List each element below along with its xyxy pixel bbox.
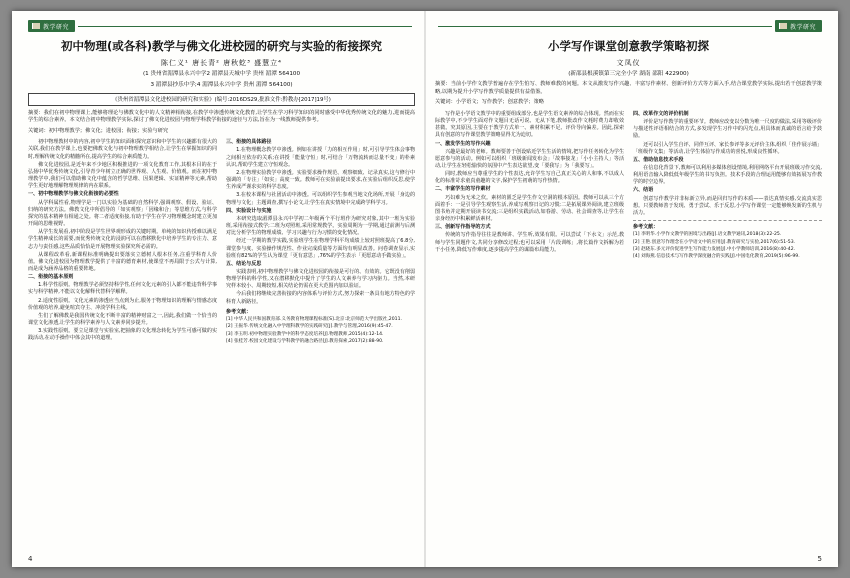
left-section-heading: 二、衔接的基本原则 — [28, 274, 74, 281]
left-affiliation-2: 3 湄潭县抄乐中学;4 湄潭县永兴中学 贵州 湄潭 564100) — [150, 82, 293, 89]
right-section-heading: 五、借助信息技术手段 — [633, 156, 684, 163]
right-para: 写作是小学语文教学中的重要组成部分,也是学生语文素养的综合体现。然而在实际教学中,不少学生面对作文题目无话可说、无从下笔,教师批改作文耗时费力却收效甚微。究其原因,主要在于教学方式单一、素材积累不足、评价导向偏差。因此,探索具有创意的写作课堂教学策略显得尤为迫切。 — [435, 110, 624, 139]
right-section-heading: 一、激发学生的写作兴趣 — [435, 140, 491, 147]
running-header-label-right: 教学研究 — [789, 23, 816, 31]
left-para: 3.在校本课程与社团活动中渗透。可以组织学生参观当地文化场所,开展「身边的物理与文化」主题调查,撰写小论文,让学生在真实情境中完成跨学科学习。 — [226, 192, 415, 206]
running-header-left — [28, 19, 415, 33]
left-para: 3.实践性原则。要立足课堂与实验室,把抽象的文化理念转化为学生可感可做的实践活动,在动手操作中体会其中的道理。 — [28, 328, 217, 342]
left-para: 初中物理教材中的内容,初中学生的知识面和探究意识和中学生的兴趣都有很大的关联,我们在教学课上,也要把佛教文化与初中物理教学相结合,让学生在掌握知识的同时,理解传统文化的精髓所在,提高学生的综合素质能力。 — [28, 139, 217, 160]
left-affiliation-1: (1 贵州省湄潭县永兴中学2 湄潭县天城中学 贵州 湄潭 564100 — [142, 70, 300, 77]
left-reference-item: [1] 中华人民共和国教育部.义务教育物理课程标准[S].北京:北京师范大学出版社,2011. — [226, 316, 402, 322]
right-para: 巧妇难为无米之炊。素材的匮乏是学生作文空洞的根本原因。教师可以从三个方面着手：一是引导学生观察生活,养成写观察日记的习惯;二是拓展课外阅读,建立班级图书角并定期开展读书交流;三是组织实践活动,如春游、劳动、社会调查等,让学生在亲身经历中积累鲜活素材。 — [435, 194, 624, 223]
right-references — [633, 224, 822, 260]
folio-right: 5 — [817, 555, 822, 563]
left-section-heading: 三、衔接的具体路径 — [226, 139, 272, 146]
right-para: 兴趣是最好的老师。教师要善于创设贴近学生生活的情境,把写作任务转化为学生愿意参与的活动。例如可以组织「班级新闻发布会」「故事接龙」「小小主持人」等活动,让学生在轻松愉快的氛围中产生表达欲望,变「要我写」为「我要写」。 — [435, 148, 624, 170]
left-para: 1.在物理概念教学中渗透。例如在讲授「力的相互作用」时,可引导学生体会事物之间相互依存的关系;在讲授「能量守恒」时,可结合「万物流转而总量不变」的朴素认识,帮助学生建立守恒观念。 — [226, 147, 415, 168]
left-para: 从学科属性看,物理学是一门以实验为基础的自然科学,强调观察、假设、验证、归纳的研究方法。佛教文化中所倡导的「如实观察」「因缘和合」等思维方式,与科学探究的基本精神有相通之处。将二者适度衔接,有助于学生在学习物理概念时建立更加开阔的思维视野。 — [28, 199, 217, 228]
header-rule-right — [438, 26, 772, 27]
running-header-right — [435, 19, 822, 33]
right-section-heading: 四、改革作文的评价机制 — [633, 110, 689, 117]
book-icon — [779, 23, 787, 29]
right-para: 创意写作教学并非标新立异,而是回归写作的本质——表达真情实感,交流真实思想。只要教师善于发现、勇于尝试、乐于反思,小学写作课堂一定能够焕发新的生机与活力。 — [633, 195, 822, 216]
left-para: 2.在物理实验教学中渗透。实验要求操作规范、观察细致、记录真实,这与修行中强调的「专注」「如实」高度一致。教师可在实验前提出要求,在实验后组织反思,使学生养成严谨求实的科学态度。 — [226, 169, 415, 191]
page-sheet — [12, 11, 838, 567]
running-header-tag-right — [775, 20, 822, 32]
right-divider — [633, 220, 822, 221]
right-section-heading: 三、创新写作指导的方式 — [435, 224, 491, 231]
right-reference-item: [4] 刘海燕.信息技术与写作教学深度融合的实践[J].中国电化教育,2019(5):96-99. — [633, 254, 800, 260]
left-reference-item: [2] 王振华.传统文化融入中学理科教学的实践研究[J].教学与管理,2016(9):45-47. — [226, 324, 393, 330]
right-reference-item: [3] 赵晓东.多元评价促进学生写作能力发展[J].中小学教师培训,2016(8):40-42. — [633, 246, 796, 252]
left-references-heading: 参考文献： — [226, 308, 252, 315]
right-abstract: 摘要：当前小学作文教学普遍存在学生怕写、教师难教的问题。本文从激发写作兴趣、丰富写作素材、创新评价方式等方面入手,结合课堂教学实际,提出若干创意教学策略,以期为提升小学写作教学质量提供有益借鉴。 — [435, 81, 822, 95]
left-section-heading: 一、初中物理教学与佛文化衔接的必要性 — [28, 191, 119, 198]
left-section-heading: 五、结论与反思 — [226, 260, 262, 267]
left-para: 从学生发展看,初中阶段是学生世界观形成的关键时期。单纯的知识传授难以满足学生精神成长的需要,而优秀传统文化的浸润可以在潜移默化中培养学生的专注力、意志力与责任感,这些品质恰恰是开展物理实验探究所必需的。 — [28, 229, 217, 250]
left-para: 本研究选取湄潭县永兴中学初二年级两个平行班作为研究对象,其中一班为实验班,采用衔接式教学;二班为对照班,采用常规教学。实验周期为一学期,通过前测与后测对比分析学生的物理成绩、学习兴趣与行为习惯的变化情况。 — [226, 215, 415, 237]
left-para: 生们了解佛教是我国传统文化不断丰富的精神财富之一,因此,我们做一个恰当的课堂文化渗透,让学生的科学素养与人文素养同步提升。 — [28, 312, 217, 327]
left-para: 佛文化进校园,是近年来不少地区积极推进的一项文化教育工作,其根本目的在于弘扬中华优秀传统文化,引导青少年树立正确的世界观、人生观、价值观。而在初中物理教学中,我们可以借助佛文化中蕴含的哲学思维、因果逻辑、实证精神等元素,帮助学生更好地理解物理规律的内在联系。 — [28, 161, 217, 190]
left-keywords: 关键词：初中物理教学；佛文化；进校园；衔接；实验与研究 — [28, 127, 169, 134]
left-para: 2.适度性原则。文化元素的渗透应当点到为止,服务于物理知识的理解与情感态度价值观的培养,避免喧宾夺主、冲淡学科主线。 — [28, 297, 217, 311]
left-article-authors: 陈仁义¹ 唐长青² 唐秋虼³ 盛慧立⁴ — [161, 58, 282, 67]
left-abstract: 摘要：我们在初中物理课上,能够将理论与佛教文化中的人文精神相衔接,在教学中渗透传统文化教育,让学生在学习科学知识的同时感受中华优秀传统文化的魅力,进而提高学生的综合素养。本文结合初中物理教学实际,探讨了佛文化进校园与物理学科教学衔接的途径与方法,旨在为一线教师提供参考。 — [28, 109, 415, 124]
right-para: 还可以引入学生自评、同伴互评、家长参评等多元评价主体,组织「佳作展示墙」「班级作文集」等活动,让学生体验写作成功的喜悦,形成良性循环。 — [633, 141, 822, 155]
right-section-heading: 六、结语 — [633, 187, 654, 194]
left-para: 今后我们将继续完善衔接的内容体系与评价方式,努力探索一条具有地方特色的学科育人新路径。 — [226, 291, 415, 305]
right-section-heading: 二、丰富学生的写作素材 — [435, 186, 491, 193]
left-references — [226, 309, 415, 345]
right-references-heading: 参考文献： — [633, 224, 659, 231]
right-para: 传统的写作指导往往是教师讲、学生听,效果有限。可以尝试「下水文」示范,教师与学生同题作文,共同分享修改过程;也可以采用「片段训练」,将长篇作文拆解为若干小任务,降低写作难度,逐步提高学生的谋篇布局能力。 — [435, 232, 624, 253]
left-reference-item: [3] 李玉明.初中物理实验教学中的科学态度培养[J].物理教师,2015(4):12-14. — [226, 331, 384, 337]
right-article-title: 小学写作课堂创意教学策略初探 — [548, 39, 709, 53]
left-section-heading: 四、实验设计与实施 — [226, 207, 272, 214]
page-gutter — [424, 11, 426, 567]
book-icon — [32, 23, 40, 29]
left-para: 实践表明,初中物理教学与佛文化进校园的衔接是可行的、有效的。它既没有削弱物理学科的科学性,又在潜移默化中提升了学生的人文素养与学习内驱力。当然,本研究样本较小、周期较短,相关结论仍需在更大范围内加以验证。 — [226, 268, 415, 290]
running-header-label-left: 教学研究 — [43, 23, 70, 31]
right-para: 同时,教师应当尊重学生的个性表达,允许学生写自己真正关心的人和事,不以成人化的标准苛求童真童趣的文字,保护学生初萌的写作热情。 — [435, 171, 624, 185]
left-reference-item: [4] 张桂芳.校园文化建设与学科教学的融合路径[J].教育探索,2017(2):88-90. — [226, 338, 384, 344]
left-page — [12, 11, 425, 567]
left-body-columns — [28, 139, 415, 537]
left-fund-banner: 《贵州省湄潭县文化进校园的研究和实验》(编号:2016DS29,批准文件:黔教办[2017]19号) — [28, 93, 415, 106]
right-keywords: 关键词：小学语文；写作教学；创意教学；策略 — [435, 99, 544, 106]
right-reference-item: [1] 李明华.小学作文教学的困境与出路[J].语文教学通讯,2018(3):22-25. — [633, 232, 782, 238]
left-para: 1.科学性原则。物理教学必须坚持科学性,任何文化元素的引入都不能违背科学事实与科学精神,不能以文化解释代替科学解释。 — [28, 282, 217, 296]
right-affiliation-1: (新邵县根溪镇第三完全小学 湖南 邵阳 422900) — [568, 70, 689, 77]
left-para: 从课程改革看,新课程标准明确提出要落实立德树人根本任务,注重学科育人价值。佛文化进校园为物理教学提供了丰富的德育素材,使课堂不再局限于公式与计算,而是成为涵养品格的重要阵地。 — [28, 251, 217, 272]
right-para: 评价是写作教学的重要环节。教师应改变以分数为唯一尺度的做法,采用等级评价与描述性评语相结合的方式,多发现学生习作中的闪光点,用具体而真诚的语言给予鼓励。 — [633, 119, 822, 140]
folio-left: 4 — [28, 555, 33, 563]
right-reference-item: [2] 王艳.创意写作理念在小学语文中的应用[J].教育研究与实验,2017(6):51-53. — [633, 239, 796, 245]
left-para: 经过一学期的教学实践,实验班学生在物理学科平均成绩上较对照班提高了6.8分,课堂参与度、实验操作规范性、作业完成质量等方面均有明显改善。问卷调查显示,实验班有82%的学生认为课堂「更有意思」,76%的学生表示「更愿意动手做实验」。 — [226, 238, 415, 259]
right-body-columns — [435, 111, 822, 526]
running-header-tag-left — [28, 20, 75, 32]
right-para: 在信息化背景下,教师可以利用多媒体创设情境,利用网络平台开展班级习作交流,利用语音输入降低低年级学生的书写负担。技术手段的合理运用能够有效拓展写作教学的时空边界。 — [633, 165, 822, 186]
right-page — [425, 11, 838, 567]
left-article-title: 初中物理(或各科)教学与佛文化进校园的研究与实验的衔接探究 — [60, 39, 382, 53]
header-rule-left — [78, 26, 412, 27]
right-article-authors: 文凤仪 — [616, 58, 641, 67]
